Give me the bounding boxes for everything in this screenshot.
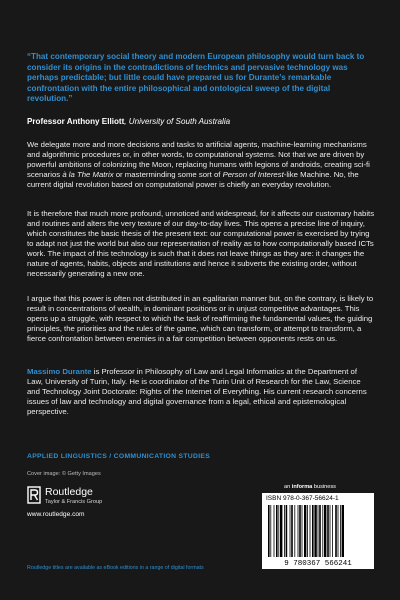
barcode-bar — [298, 505, 299, 557]
barcode-bar — [335, 505, 337, 557]
barcode-bars — [266, 505, 370, 557]
description-paragraph-2: It is therefore that much more profound, unnoticed and widespread, for it affects our customary habits and routines and alters the very texture of our day-to-day lives. This opens a precise line of inquiry, which constitutes the basic thesis of the present text: our computational power is exercised by trying to adapt not just the world but also our representation of reality as to how computationally based ICTs work. The impact of this technology is such that it does not leave things as they are: it changes the nature of agents, habits, objects and institutions and hence it subverts the existing order, without necessarily generating a new one. — [27, 209, 375, 279]
italic-text: à la The Matrix — [62, 170, 114, 180]
barcode-bar — [290, 505, 291, 557]
text-run: -like Machine. No, the current digital revolution based on computational power is chiefly an everyday revolution. — [27, 170, 359, 190]
barcode-bar — [324, 505, 326, 557]
cover-image-credit: Cover image: © Getty Images — [27, 471, 101, 477]
subject-categories: APPLIED LINGUISTICS / COMMUNICATION STUDIES — [27, 453, 211, 460]
barcode-bar — [322, 505, 323, 557]
barcode-bar — [286, 505, 288, 557]
publisher-name: Routledge — [45, 486, 93, 498]
barcode-bar — [318, 505, 319, 557]
informa-brand: informa — [291, 484, 313, 490]
barcode-bar — [319, 505, 321, 557]
description-paragraph-3: I argue that this power is often not distributed in an egalitarian manner but, on the contrary, is likely to result in concentrations of wealth, in dominant positions or in unjust competitive advantages. This opens up a struggle, with respect to which the task of reaffirming the fundamental values, the guiding principles, the priorities and the rules of the game, which can transform, or attempt to transform, a fierce confrontation between enemies in a fair competition between opponents rests on us. — [27, 294, 374, 344]
text-run: or masterminding some sort of — [113, 170, 223, 180]
barcode-bar — [310, 505, 311, 557]
barcode-bar — [268, 505, 270, 557]
barcode-bar — [332, 505, 333, 557]
barcode-bar — [338, 505, 339, 557]
isbn-number: ISBN 978-0-367-56624-1 — [266, 495, 339, 502]
text-run: business — [312, 484, 336, 490]
ebook-availability-note: Routledge titles are available as eBook editions in a range of digital formats — [27, 565, 204, 571]
barcode-bar — [314, 505, 316, 557]
barcode-bar — [327, 505, 329, 557]
barcode-bar — [307, 505, 308, 557]
barcode-digit-text: 9 780367 566241 — [284, 560, 352, 567]
barcode-bar — [342, 505, 344, 557]
publisher-url[interactable]: www.routledge.com — [27, 511, 85, 518]
text-run: an — [284, 484, 292, 490]
italic-text: Person of Interest — [222, 170, 284, 180]
barcode-bar — [299, 505, 301, 557]
barcode-bar — [284, 505, 285, 557]
barcode-bar — [291, 505, 293, 557]
barcode-bar — [340, 505, 341, 557]
endorser-name: Professor Anthony Elliott — [27, 117, 125, 126]
routledge-logo-icon — [27, 486, 41, 504]
text-run: We delegate more and more decisions and tasks to artificial agents, machine-learning mechanisms and algorithmic procedures or, in other words, to computational systems. Not that we are driven by powerful ambitions of colonizing the Moon, replacing humans with legions of androids, creating sci-fi scenarios — [27, 140, 370, 180]
endorser-affiliation: , University of South Australia — [124, 117, 231, 126]
barcode-bar — [274, 505, 275, 557]
endorsement-quote: “That contemporary social theory and modern European philosophy would turn back to consider its origins in the contradictions of technics and pervasive technology was perhaps predictable; but little could have prepared us for Durante’s remarkable confrontation with the entire philosophical and ontological sweep of the digital revolution.” — [27, 52, 365, 104]
description-paragraph-1 — [27, 140, 375, 190]
barcode-digits — [266, 557, 370, 567]
barcode-bar — [294, 505, 295, 557]
barcode-bar — [312, 505, 314, 557]
barcode-bar — [276, 505, 278, 557]
author-bio-text: is Professor in Philosophy of Law and Legal Informatics at the Department of Law, University of Turin, Italy. He is coordinator of the Turin Unit of Research for the Law, Science and Technology Joint Doctorate: Rights of the Internet of Everything. His current research concerns issues of law and technology and digital governance from a legal, ethical and epistemological perspective. — [27, 367, 367, 417]
barcode-bar — [280, 505, 282, 557]
barcode-bar — [302, 505, 303, 557]
isbn-barcode — [262, 493, 374, 569]
barcode-bar — [278, 505, 279, 557]
publisher-tagline: Taylor & Francis Group — [45, 499, 103, 505]
endorsement-attribution — [27, 117, 373, 127]
author-bio — [27, 367, 375, 417]
barcode-bar — [270, 505, 271, 557]
barcode-bar — [330, 505, 331, 557]
author-name: Massimo Durante — [27, 367, 92, 376]
barcode-bar — [304, 505, 306, 557]
informa-business-mark — [284, 484, 336, 490]
